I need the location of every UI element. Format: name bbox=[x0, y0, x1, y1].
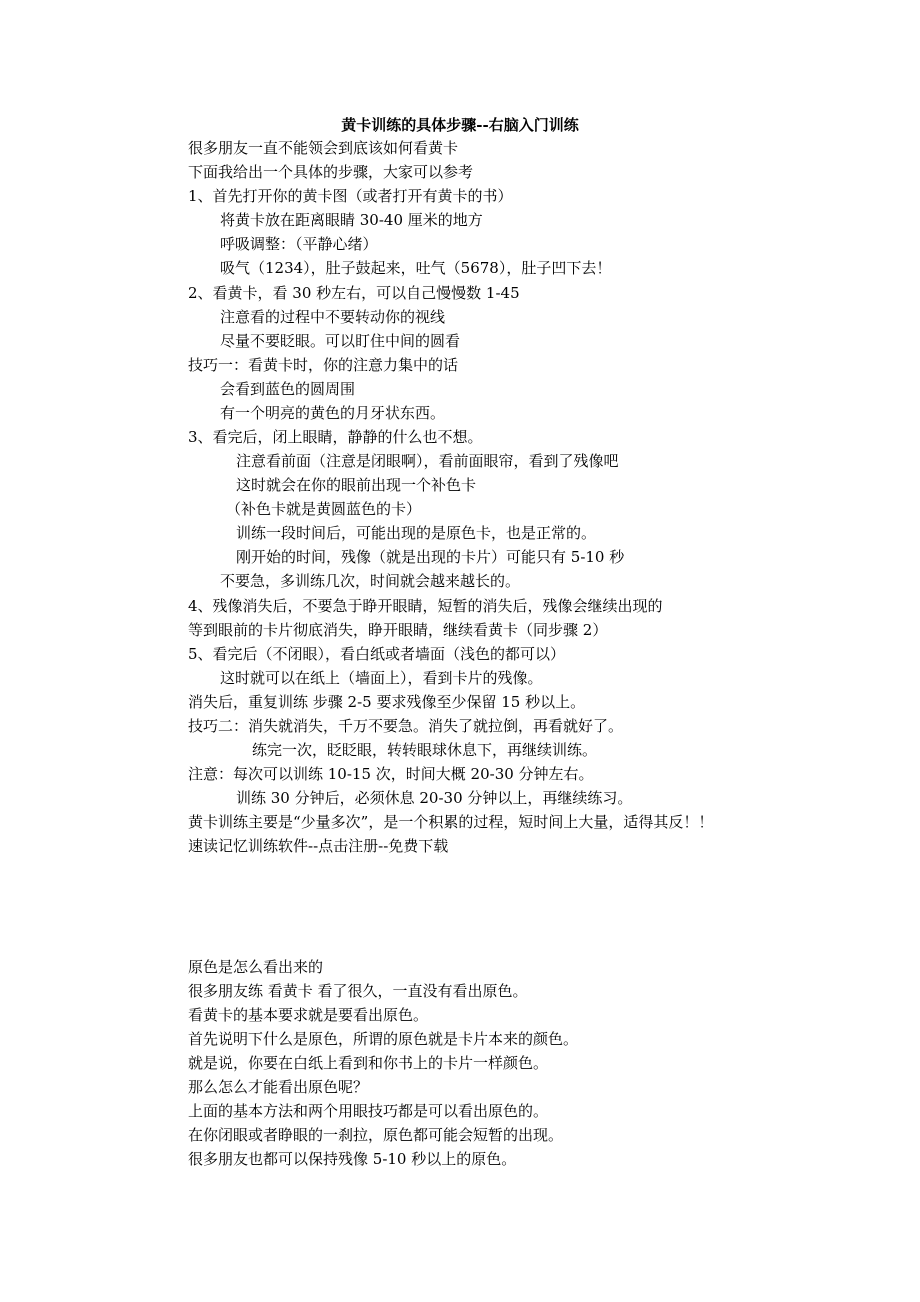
text-line: 下面我给出一个具体的步骤，大家可以参考 bbox=[188, 163, 474, 181]
text-line: 这时就会在你的眼前出现一个补色卡 bbox=[236, 476, 477, 494]
text-line: 不要急，多训练几次，时间就会越来越长的。 bbox=[220, 572, 521, 590]
text-line: 5、看完后（不闭眼），看白纸或者墙面（浅色的都可以） bbox=[188, 645, 566, 663]
text-line: 尽量不要眨眼。可以盯住中间的圆看 bbox=[220, 332, 461, 350]
text-line: 吸气（1234），肚子鼓起来，吐气（5678），肚子凹下去！ bbox=[220, 259, 612, 277]
text-line: 速读记忆训练软件--点击注册--免费下载 bbox=[188, 837, 449, 855]
text-line: 那么怎么才能看出原色呢？ bbox=[188, 1078, 369, 1096]
text-line: 注意看前面（注意是闭眼啊），看前面眼帘，看到了残像吧 bbox=[236, 452, 619, 470]
text-line: 有一个明亮的黄色的月牙状东西。 bbox=[220, 404, 446, 422]
text-line: 将黄卡放在距离眼睛 30-40 厘米的地方 bbox=[220, 211, 483, 229]
text-line: 注意：每次可以训练 10-15 次，时间大概 20-30 分钟左右。 bbox=[188, 765, 594, 783]
text-line: 很多朋友也都可以保持残像 5-10 秒以上的原色。 bbox=[188, 1150, 517, 1168]
text-line: 技巧一：看黄卡时，你的注意力集中的话 bbox=[188, 356, 459, 374]
text-line: 注意看的过程中不要转动你的视线 bbox=[220, 308, 446, 326]
text-line: 上面的基本方法和两个用眼技巧都是可以看出原色的。 bbox=[188, 1102, 549, 1120]
text-line: 消失后，重复训练 步骤 2-5 要求残像至少保留 15 秒以上。 bbox=[188, 693, 586, 711]
document-title: 黄卡训练的具体步骤--右脑入门训练 bbox=[341, 116, 579, 134]
text-line: 等到眼前的卡片彻底消失，睁开眼睛，继续看黄卡（同步骤 2） bbox=[188, 621, 608, 639]
text-line: 看黄卡的基本要求就是要看出原色。 bbox=[188, 1006, 429, 1024]
text-line: 3、看完后，闭上眼睛，静静的什么也不想。 bbox=[188, 428, 483, 446]
text-line: 1、首先打开你的黄卡图（或者打开有黄卡的书） bbox=[188, 187, 513, 205]
text-line: 练完一次，眨眨眼，转转眼球休息下，再继续训练。 bbox=[252, 741, 598, 759]
text-line: 会看到蓝色的圆周围 bbox=[220, 380, 356, 398]
text-line: 就是说，你要在白纸上看到和你书上的卡片一样颜色。 bbox=[188, 1054, 549, 1072]
text-line: 呼吸调整：（平静心绪） bbox=[220, 235, 378, 253]
text-line: 在你闭眼或者睁眼的一刹拉，原色都可能会短暂的出现。 bbox=[188, 1126, 564, 1144]
text-line: （补色卡就是黄圆蓝色的卡） bbox=[226, 500, 422, 518]
text-line: 训练 30 分钟后，必须休息 20-30 分钟以上，再继续练习。 bbox=[236, 789, 633, 807]
text-line: 2、看黄卡，看 30 秒左右，可以自己慢慢数 1-45 bbox=[188, 284, 520, 302]
text-line: 黄卡训练主要是“少量多次”，是一个积累的过程，短时间上大量，适得其反！！ bbox=[188, 813, 714, 831]
text-line: 很多朋友练 看黄卡 看了很久，一直没有看出原色。 bbox=[188, 982, 528, 1000]
text-line: 技巧二：消失就消失，千万不要急。消失了就拉倒，再看就好了。 bbox=[188, 717, 624, 735]
text-line: 很多朋友一直不能领会到底该如何看黄卡 bbox=[188, 139, 459, 157]
text-line: 训练一段时间后，可能出现的是原色卡，也是正常的。 bbox=[236, 524, 597, 542]
text-line: 4、残像消失后，不要急于睁开眼睛，短暂的消失后，残像会继续出现的 bbox=[188, 597, 663, 615]
text-line: 这时就可以在纸上（墙面上），看到卡片的残像。 bbox=[220, 669, 543, 687]
text-line: 首先说明下什么是原色，所谓的原色就是卡片本来的颜色。 bbox=[188, 1030, 579, 1048]
section-heading: 原色是怎么看出来的 bbox=[188, 958, 324, 976]
text-line: 刚开始的时间，残像（就是出现的卡片）可能只有 5-10 秒 bbox=[236, 548, 625, 566]
